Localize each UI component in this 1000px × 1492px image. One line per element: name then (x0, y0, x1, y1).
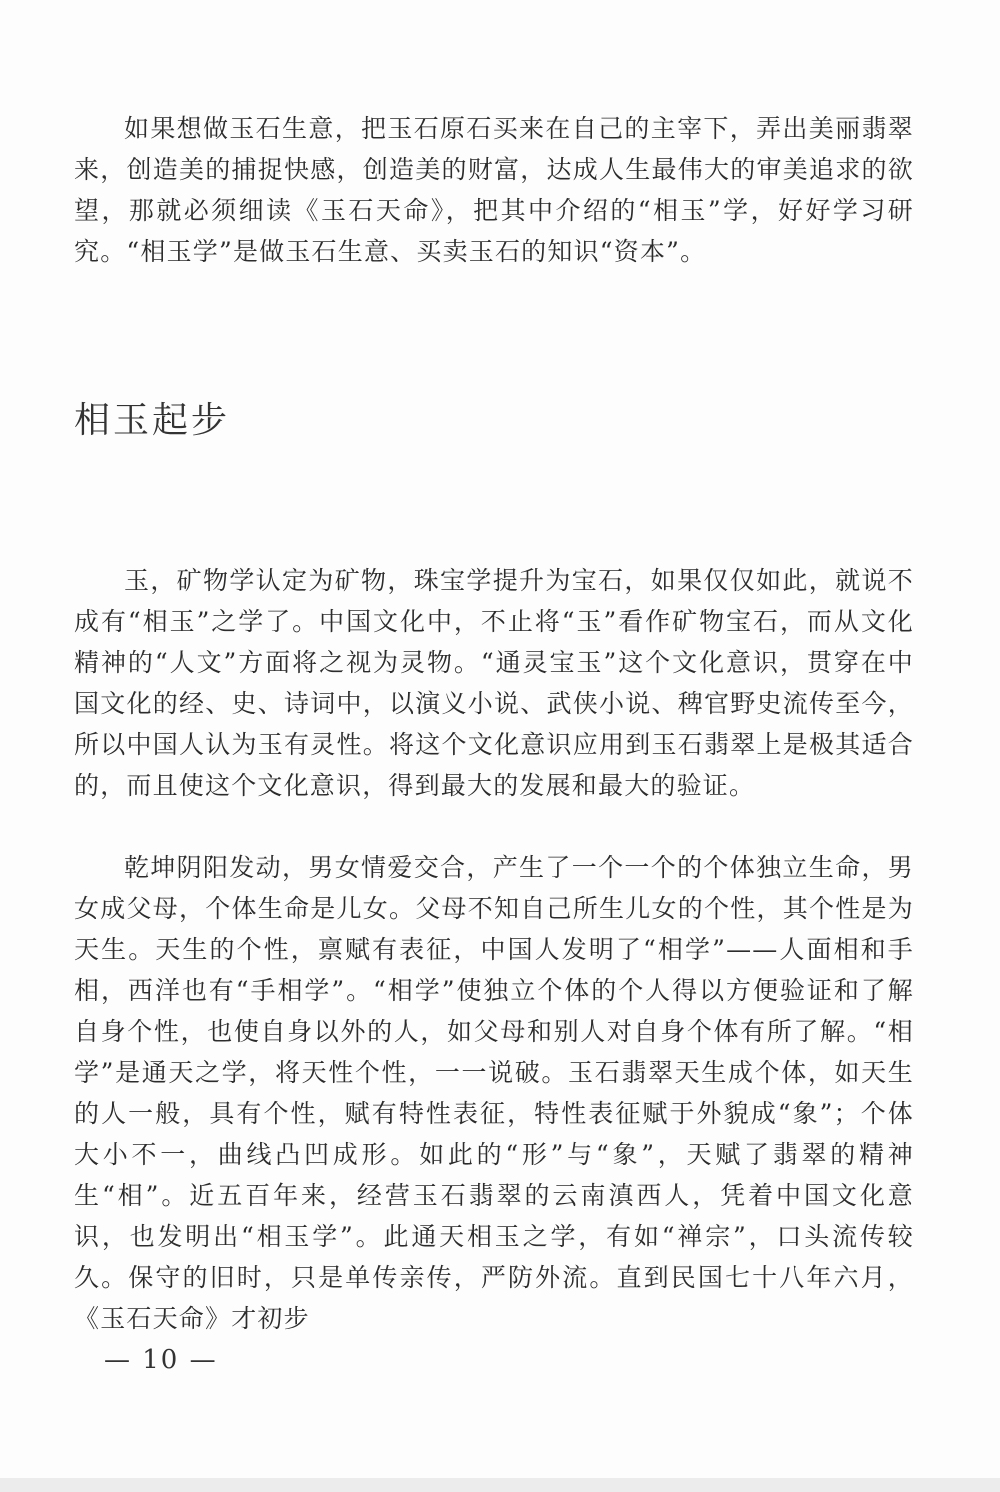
body-paragraph: 玉，矿物学认定为矿物，珠宝学提升为宝石，如果仅仅如此，就说不成有“相玉”之学了。中国文化中，不止将“玉”看作矿物宝石，而从文化精神的“人文”方面将之视为灵物。“通灵宝玉”这个文化意识，贯穿在中国文化的经、史、诗词中，以演义小说、武侠小说、稗官野史流传至今，所以中国人认为玉有灵性。将这个文化意识应用到玉石翡翠上是极其适合的，而且使这个文化意识，得到最大的发展和最大的验证。 (74, 566, 914, 800)
intro-paragraph: 如果想做玉石生意，把玉石原石买来在自己的主宰下，弄出美丽翡翠来，创造美的捕捉快感，创造美的财富，达成人生最伟大的审美追求的欲望，那就必须细读《玉石天命》，把其中介绍的“相玉”学，好好学习研究。“相玉学”是做玉石生意、买卖玉石的知识“资本”。 (74, 114, 914, 266)
page-number: — 10 — (104, 1345, 218, 1375)
scan-bottom-edge (0, 1478, 1000, 1492)
body-paragraph: 乾坤阴阳发动，男女情爱交合，产生了一个一个的个体独立生命，男女成父母，个体生命是儿女。父母不知自己所生儿女的个性，其个性是为天生。天生的个性，禀赋有表征，中国人发明了“相学”——人面相和手相，西洋也有“手相学”。“相学”使独立个体的个人得以方便验证和了解自身个性，也使自身以外的人，如父母和别人对自身个体有所了解。“相学”是通天之学，将天性个性，一一说破。玉石翡翠天生成个体，如天生的人一般，具有个性，赋有特性表征，特性表征赋于外貌成“象”；个体大小不一，曲线凸凹成形。如此的“形”与“象”，天赋了翡翠的精神生“相”。近五百年来，经营玉石翡翠的云南滇西人，凭着中国文化意识，也发明出“相玉学”。此通天相玉之学，有如“禅宗”，口头流传较久。保守的旧时，只是单传亲传，严防外流。直到民国七十八年六月，《玉石天命》才初步 (74, 853, 914, 1333)
section-heading: 相玉起步 (74, 400, 231, 441)
